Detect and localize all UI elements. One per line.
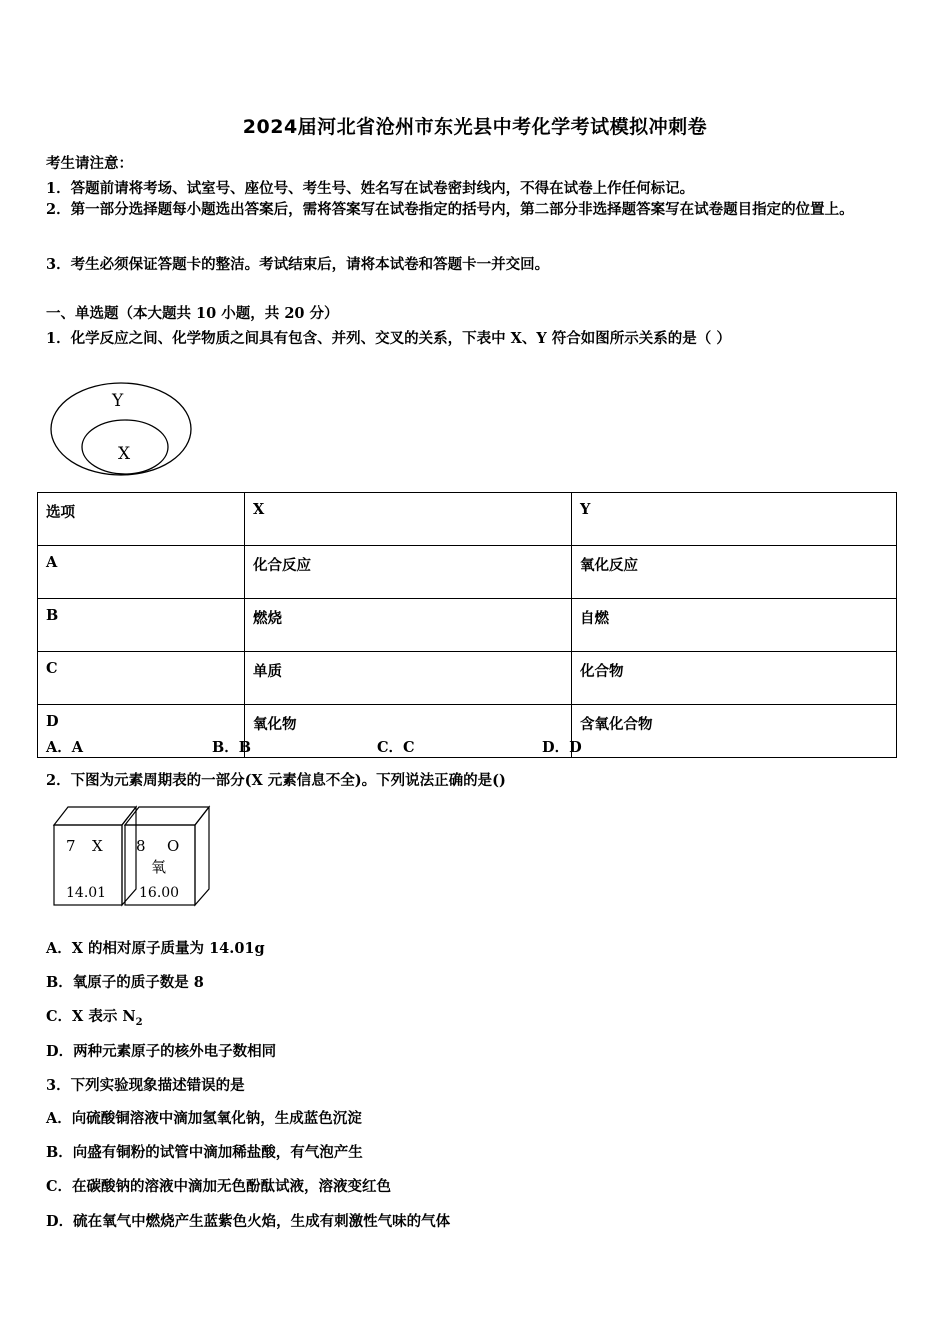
notice-heading: 考生请注意： [46,155,133,172]
q2-stem: 2．下图为元素周期表的一部分(X 元素信息不全)。下列说法正确的是() [46,772,506,789]
cell-number: 8 [136,837,146,855]
table-row [38,705,897,758]
q2-option-d: D．两种元素原子的核外电子数相同 [46,1043,277,1060]
q1-options-table [37,492,897,758]
q3-option-b: B．向盛有铜粉的试管中滴加稀盐酸，有气泡产生 [46,1144,363,1161]
table-cell: 含氧化合物 [572,705,897,758]
q2-option-a: A．X 的相对原子质量为 14.01g [46,940,265,957]
q1-answer-d: D．D [542,739,582,756]
table-header: X [245,493,572,546]
cell-symbol: O [167,837,180,855]
table-cell: 化合反应 [245,546,572,599]
periodic-table-fragment [52,805,212,907]
table-cell: 自燃 [572,599,897,652]
q2-option-c-text: C．X 表示 N [46,1008,136,1025]
q3-stem: 3．下列实验现象描述错误的是 [46,1077,245,1094]
q2-option-b: B．氧原子的质子数是 8 [46,974,204,991]
q3-option-a: A．向硫酸铜溶液中滴加氢氧化钠，生成蓝色沉淀 [46,1110,362,1127]
notice-item-1: 1．答题前请将考场、试室号、座位号、考生号、姓名写在试卷密封线内，不得在试卷上作任何标记。 [46,180,695,197]
q3-option-d: D．硫在氧气中燃烧产生蓝紫色火焰，生成有刺激性气味的气体 [46,1213,451,1230]
q3-option-c: C．在碳酸钠的溶液中滴加无色酚酞试液，溶液变红色 [46,1178,392,1195]
cell-mass: 14.01 [66,885,107,901]
table-row [38,599,897,652]
element-cell-oxygen [125,807,209,905]
venn-label-x: X [118,444,131,464]
table-cell: A [38,546,245,599]
table-cell: 氧化反应 [572,546,897,599]
table-cell: C [38,652,245,705]
notice-item-2: 2．第一部分选择题每小题选出答案后，需将答案写在试卷指定的括号内，第二部分非选择题答案写在试卷题目指定的位置上。 [46,201,854,218]
q1-answer-a: A．A [46,739,84,756]
q1-stem: 1．化学反应之间、化学物质之间具有包含、并列、交叉的关系，下表中 X、Y 符合如图所示关系的是（ ） [46,330,731,347]
element-cell-x [54,807,136,905]
table-row [38,546,897,599]
table-header-row [38,493,897,546]
table-cell: 氧化物 [245,705,572,758]
page-title: 2024届河北省沧州市东光县中考化学考试模拟冲刺卷 [242,116,708,138]
table-header: 选项 [38,493,245,546]
table-row [38,652,897,705]
cell-symbol: X [92,837,103,855]
table-cell: B [38,599,245,652]
q1-answer-c: C．C [377,739,415,756]
table-header: Y [572,493,897,546]
q2-option-c [46,1005,143,1028]
section-heading: 一、单选题（本大题共 10 小题，共 20 分） [46,305,339,322]
table-cell: 燃烧 [245,599,572,652]
cell-mass: 16.00 [139,885,180,901]
table-cell: 单质 [245,652,572,705]
cell-name: 氧 [151,858,167,876]
table-cell: 化合物 [572,652,897,705]
subscript: 2 [135,1016,143,1028]
q1-answer-b: B．B [212,739,252,756]
notice-item-3: 3．考生必须保证答题卡的整洁。考试结束后，请将本试卷和答题卡一并交回。 [46,256,550,273]
table-cell: D [38,705,245,758]
cell-number: 7 [66,837,76,855]
venn-diagram [48,380,198,480]
venn-label-y: Y [112,391,124,411]
